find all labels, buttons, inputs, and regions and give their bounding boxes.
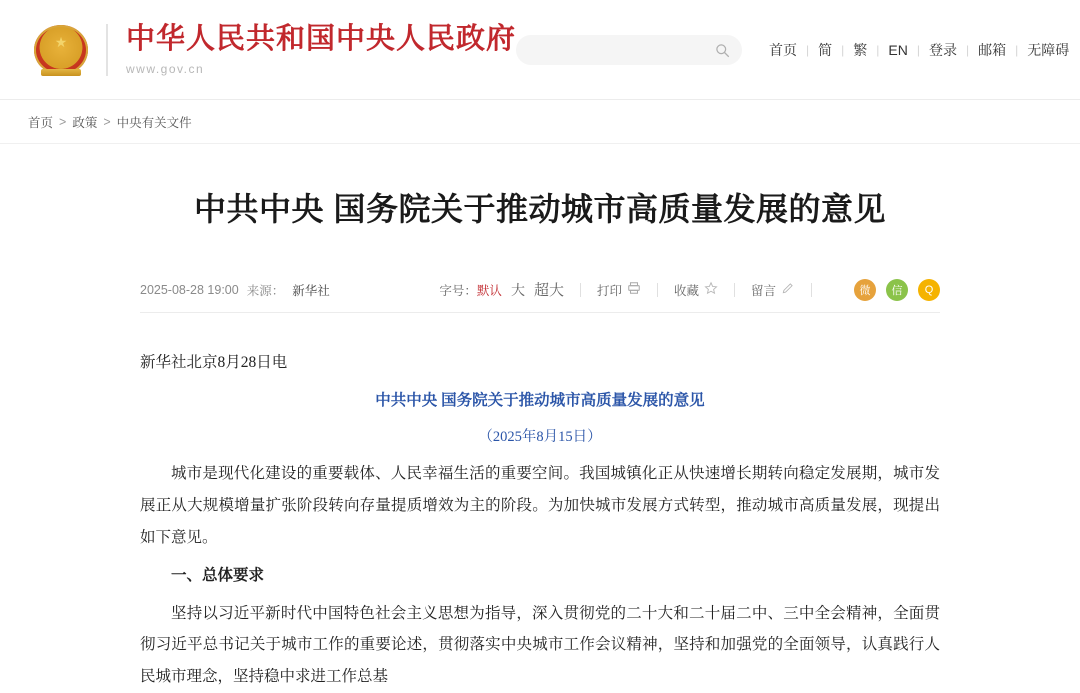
site-title: 中华人民共和国中央人民政府	[126, 23, 517, 56]
nav-item-english[interactable]: EN	[888, 42, 908, 58]
source-label: 来源：	[246, 283, 285, 298]
divider	[580, 283, 581, 297]
nav-item-simplified[interactable]: 简	[818, 42, 833, 58]
fontsize-group[interactable]	[477, 279, 564, 300]
source-value: 新华社	[292, 283, 330, 298]
breadcrumb	[0, 100, 1080, 144]
breadcrumb-item-home[interactable]: 首页	[28, 115, 54, 130]
nav-separator: |	[806, 43, 810, 57]
search-icon[interactable]	[715, 43, 730, 58]
share-wechat-icon[interactable]: 信	[886, 279, 908, 301]
divider	[734, 283, 735, 297]
paragraph: 城市是现代化建设的重要载体、人民幸福生活的重要空间。我国城镇化正从快速增长期转向稳定发展期，城市发展正从大规模增量扩张阶段转向存量提质增效为主的阶段。为加快城市发展方式转型，推动城市高质量发展，现提出如下意见。	[140, 465, 940, 546]
fontsize-large-button[interactable]: 大	[510, 282, 525, 299]
search-box[interactable]	[516, 35, 742, 65]
article-container	[0, 188, 1080, 693]
emblem-star-icon: ★	[54, 34, 68, 50]
article-meta-bar	[140, 267, 940, 313]
header-nav	[760, 40, 1078, 60]
breadcrumb-separator: >	[103, 114, 111, 129]
inner-date: （2025年8月15日）	[478, 428, 602, 445]
pencil-icon[interactable]	[781, 281, 795, 298]
meta-left	[140, 281, 330, 299]
fontsize-xlarge-button[interactable]: 超大	[533, 282, 564, 300]
search-input[interactable]	[528, 42, 708, 58]
publish-datetime: 2025-08-28 19:00	[140, 282, 239, 297]
divider	[657, 283, 658, 297]
comment-label: 留言	[750, 283, 776, 298]
paragraph: 坚持以习近平新时代中国特色社会主义思想为指导，深入贯彻党的二十大和二十届二中、三中全会精神，全面贯彻习近平总书记关于城市工作的重要论述，贯彻落实中央城市工作会议精神，坚持和加强党的全面领导，认真践行人民城市理念，坚持稳中求进工作总基	[140, 604, 940, 686]
dateline: 新华社北京8月28日电	[140, 354, 288, 372]
nav-separator: |	[916, 43, 920, 57]
site-brand	[106, 24, 516, 76]
breadcrumb-item-current[interactable]: 中央有关文件	[116, 115, 192, 130]
nav-separator: |	[876, 43, 880, 57]
nav-separator: |	[1015, 43, 1019, 57]
print-button[interactable]	[597, 281, 641, 299]
article-body	[140, 347, 940, 693]
collect-label: 收藏	[673, 283, 699, 298]
nav-item-traditional[interactable]: 繁	[853, 42, 868, 58]
comment-button[interactable]	[751, 281, 795, 299]
divider	[811, 283, 812, 297]
print-label: 打印	[596, 283, 622, 298]
national-emblem-icon	[32, 21, 90, 79]
meta-tools	[439, 279, 940, 301]
collect-button[interactable]	[674, 281, 718, 299]
share-qzone-icon[interactable]: Q	[918, 279, 940, 301]
nav-item-login[interactable]: 登录	[928, 42, 957, 58]
header-right	[516, 35, 1078, 65]
star-icon[interactable]	[704, 281, 718, 298]
site-domain: www.gov.cn	[126, 61, 205, 76]
share-weibo-icon[interactable]: 微	[854, 279, 876, 301]
nav-item-home[interactable]: 首页	[769, 42, 798, 58]
breadcrumb-item-policy[interactable]: 政策	[72, 115, 98, 130]
fontsize-default-button[interactable]: 默认	[476, 284, 502, 299]
nav-separator: |	[965, 43, 970, 57]
section-heading: 一、总体要求	[171, 566, 265, 584]
site-header	[0, 0, 1080, 100]
printer-icon[interactable]	[627, 281, 641, 298]
nav-item-mail[interactable]: 邮箱	[978, 42, 1007, 58]
header-divider	[0, 99, 1080, 100]
nav-separator: |	[841, 43, 845, 57]
share-group	[854, 279, 940, 301]
fontsize-label: 字号：	[439, 283, 477, 298]
inner-title: 中共中央 国务院关于推动城市高质量发展的意见	[375, 391, 705, 409]
nav-item-accessibility[interactable]: 无障碍	[1027, 42, 1070, 58]
breadcrumb-separator: >	[59, 114, 67, 129]
page-title: 中共中央 国务院关于推动城市高质量发展的意见	[194, 191, 886, 227]
